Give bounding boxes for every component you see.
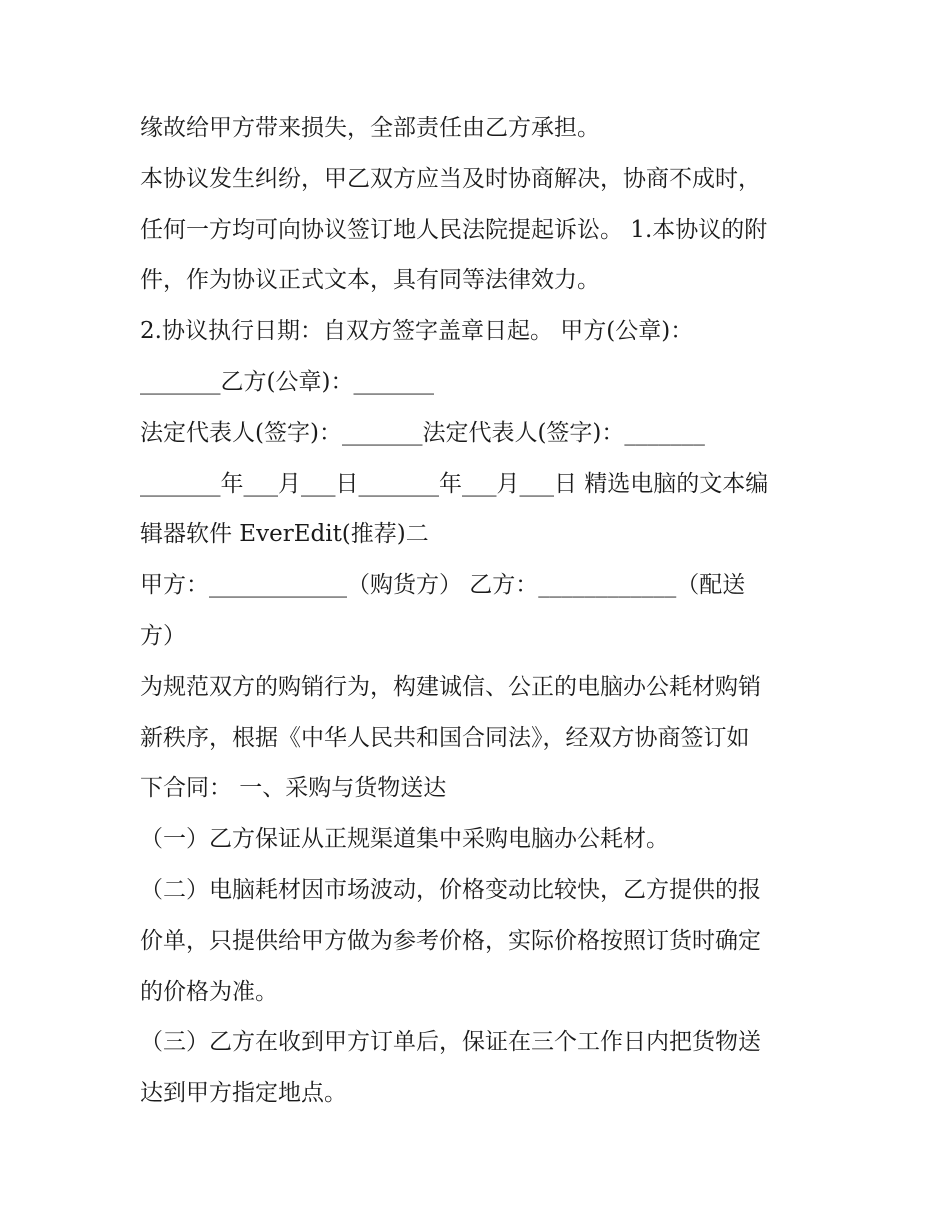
text-line: 缘故给甲方带来损失，全部责任由乙方承担。 xyxy=(140,115,600,141)
text-line: 法定代表人(签字)：_______法定代表人(签字)：_______ xyxy=(140,419,705,446)
text-line: 辑器软件 EverEdit(推荐)二 xyxy=(140,521,429,548)
text-line: 下合同： 一、采购与货物送达 xyxy=(140,775,447,802)
text-line: 达到甲方指定地点。 xyxy=(140,1080,347,1107)
text-line: （一）乙方保证从正规渠道集中采购电脑办公耗材。 xyxy=(140,826,669,853)
text-line: 新秩序，根据《中华人民共和国合同法》，经双方协商签订如 xyxy=(140,724,750,751)
text-line: 任何一方均可向协议签订地人民法院提起诉讼。 1.本协议的附 xyxy=(140,216,768,243)
text-line: 为规范双方的购销行为，构建诚信、公正的电脑办公耗材购销 xyxy=(140,673,761,700)
text-line: 价单，只提供给甲方做为参考价格，实际价格按照订货时确定 xyxy=(140,927,761,954)
text-line: _______年___月___日_______年___月___日 精选电脑的文本编 xyxy=(140,470,769,497)
text-line: _______乙方(公章)：_______ xyxy=(140,368,434,395)
text-line: （二）电脑耗材因市场波动，价格变动比较快，乙方提供的报 xyxy=(140,876,761,903)
text-line: （三）乙方在收到甲方订单后，保证在三个工作日内把货物送 xyxy=(140,1029,761,1056)
text-line: 甲方：____________（购货方） 乙方：____________（配送 xyxy=(140,572,746,599)
text-line: 的价格为准。 xyxy=(140,978,278,1005)
text-line: 本协议发生纠纷，甲乙双方应当及时协商解决，协商不成时， xyxy=(140,165,761,192)
document-body xyxy=(140,103,812,1119)
text-line: 方） xyxy=(140,622,186,649)
text-line: 2.协议执行日期：自双方签字盖章日起。 甲方(公章)： xyxy=(140,318,694,345)
text-line: 件，作为协议正式文本，具有同等法律效力。 xyxy=(140,267,600,294)
